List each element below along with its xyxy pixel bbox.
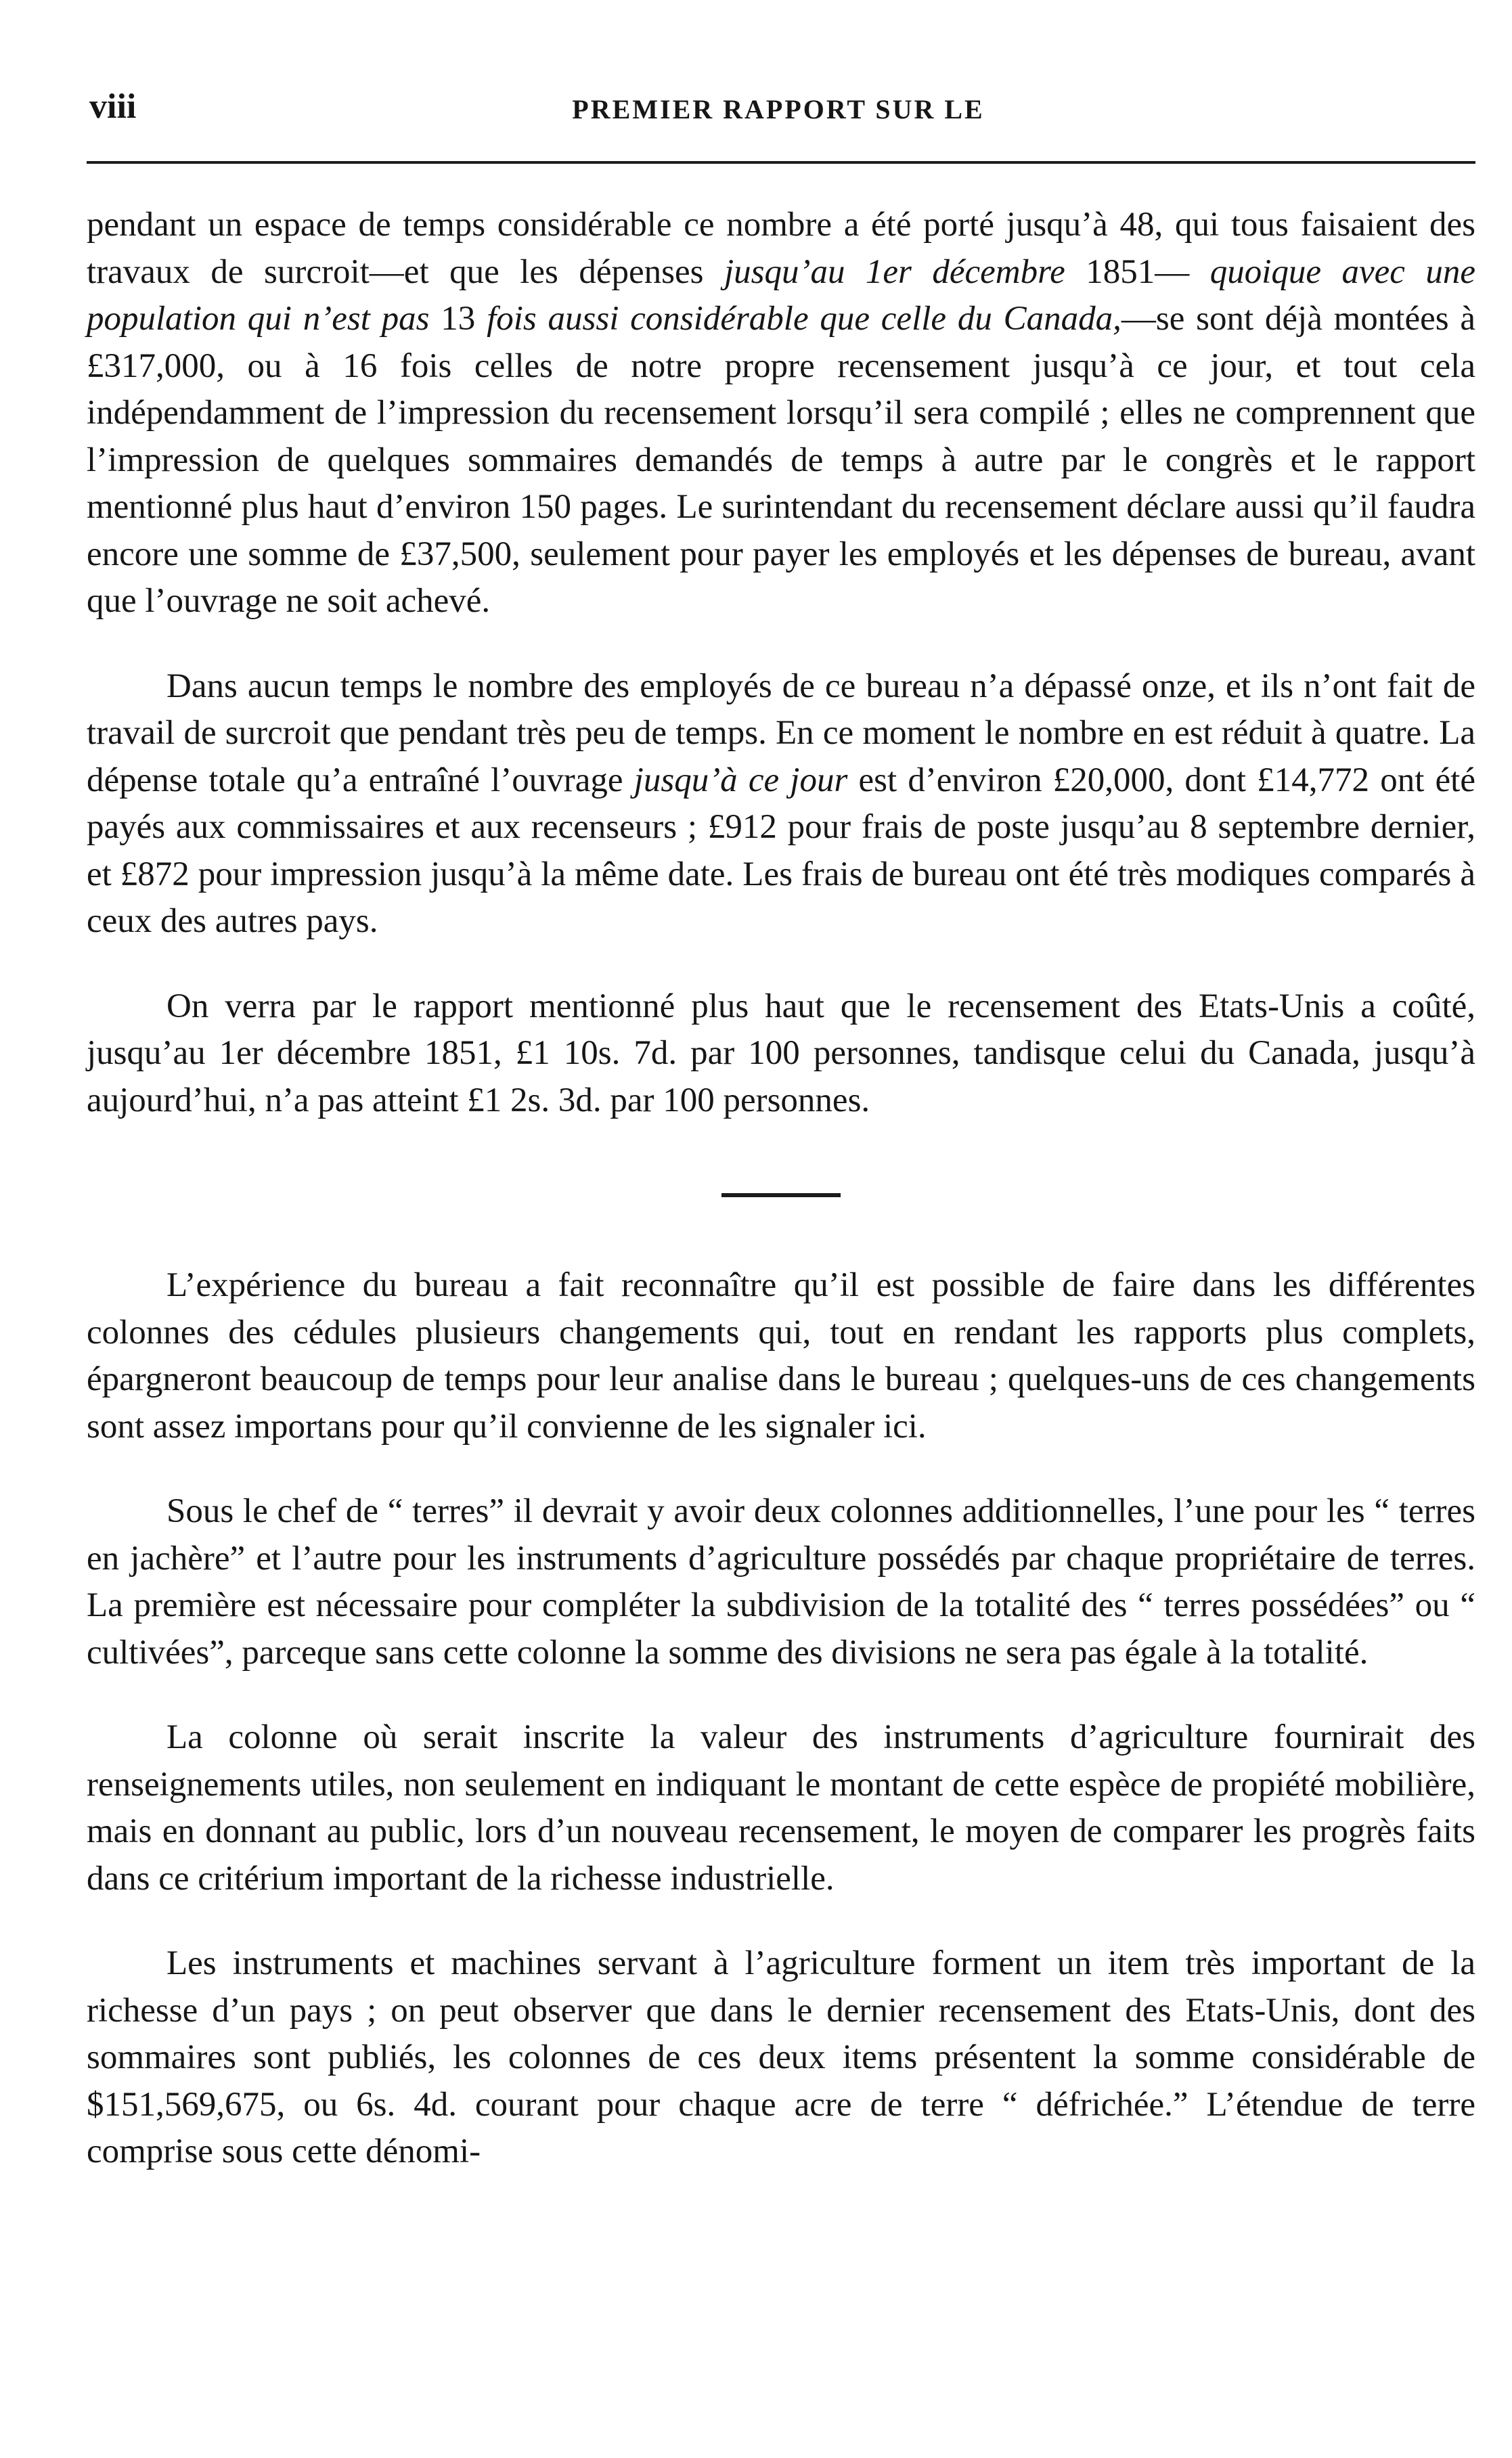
text-segment: L’expérience du bureau a fait reconnaître qu’il est possible de faire dans les différentes colonnes des cédules plusieurs changements qui, tout en rendant les rapports plus complets, épargneront beaucoup de temps pour leur analise dans le bureau ; quelques-uns de ces changements sont assez importans pour qu’il convienne de les signaler ici. — [87, 1266, 1475, 1446]
text-segment: Dans aucun temps le nombre des employés de ce bureau n’a dépassé onze, et ils n’ont fait de travail de surcroit que pendant très peu de temps. En ce moment le nombre en est réduit à quatre. La dépense totale qu’a entraîné l’ouvrage — [87, 667, 1475, 799]
text-segment: pendant un espace de temps considérable ce nombre a été porté jusqu’à 48, qui tous faisaient des travaux de surcroit—et que les dépenses — [87, 206, 1475, 291]
page-header — [84, 87, 1473, 127]
text-segment: Sous le chef de “ terres” il devrait y avoir deux colonnes additionnelles, l’une pour les “ terres en jachère” et l’autre pour les instruments d’agriculture possédés par chaque propriétaire de terres. La première est nécessaire pour compléter la subdivision de la totalité des “ terres possédées” ou “ cultivées”, parceque sans cette colonne la somme des divisions ne sera pas égale à la totalité. — [87, 1492, 1475, 1672]
text-segment: 1851— — [1065, 252, 1190, 291]
paragraph-4 — [87, 1262, 1475, 1450]
paragraph-5 — [87, 1488, 1475, 1676]
paragraph-2 — [87, 663, 1475, 945]
italic-segment: fois aussi considérable que celle du Canada, — [487, 300, 1121, 338]
paragraph-1 — [87, 202, 1475, 625]
text-segment: —se sont déjà montées à £317,000, ou à 16 fois celles de notre propre recensement jusqu’à ce jour, et tout cela indépendamment de l’impression du recensement lorsqu’il sera compilé ; elles ne comprennent que l’impression de quelques sommaires demandés de temps à autre par le congrès et le rapport mentionné plus haut d’environ 150 pages. Le surintendant du recensement déclare aussi qu’il faudra encore une somme de £37,500, seulement pour payer les employés et les dépenses de bureau, avant que l’ouvrage ne soit achevé. — [87, 300, 1475, 620]
section-separator — [721, 1193, 841, 1197]
text-segment: La colonne où serait inscrite la valeur des instruments d’agriculture fournirait des renseignements utiles, non seulement en indiquant le montant de cette espèce de propiété mobilière, mais en donnant au public, lors d’un nouveau recensement, le moyen de comparer les progrès faits dans ce critérium important de la richesse industrielle. — [87, 1718, 1475, 1898]
page-number: viii — [89, 87, 137, 126]
body-text — [87, 202, 1475, 2176]
paragraph-7 — [87, 1940, 1475, 2176]
header-rule — [87, 161, 1475, 164]
text-segment: est d’environ £20,000, dont £14,772 ont été payés aux commissaires et aux recenseurs ; £912 pour frais de poste jusqu’au 8 septembre dernier, et £872 pour impression jusqu’à la même date. Les frais de bureau ont été très modiques comparés à ceux des autres pays. — [87, 761, 1475, 940]
paragraph-6 — [87, 1714, 1475, 1902]
text-segment: On verra par le rapport mentionné plus haut que le recensement des Etats-Unis a coûté, jusqu’au 1er décembre 1851, £1 10s. 7d. par 100 personnes, tandisque celui du Canada, jusqu’à aujourd’hui, n’a pas atteint £1 2s. 3d. par 100 personnes. — [87, 987, 1475, 1119]
italic-segment: jusqu’à ce jour — [633, 761, 848, 799]
paragraph-3 — [87, 983, 1475, 1125]
text-segment: Les instruments et machines servant à l’agriculture forment un item très important de la richesse d’un pays ; on peut observer que dans le dernier recensement des Etats-Unis, dont des sommaires sont publiés, les colonnes de ces deux items présentent la somme considérable de $151,569,675, ou 6s. 4d. courant pour chaque acre de terre “ défrichée.” L’étendue de terre comprise sous cette dénomi- — [87, 1944, 1475, 2170]
italic-segment: jusqu’au 1er décembre — [724, 252, 1065, 291]
italic-segment: quoique avec une population qui n’est pas — [87, 252, 1475, 338]
text-segment: 13 — [429, 300, 487, 338]
running-title: PREMIER RAPPORT SUR LE — [572, 94, 985, 125]
